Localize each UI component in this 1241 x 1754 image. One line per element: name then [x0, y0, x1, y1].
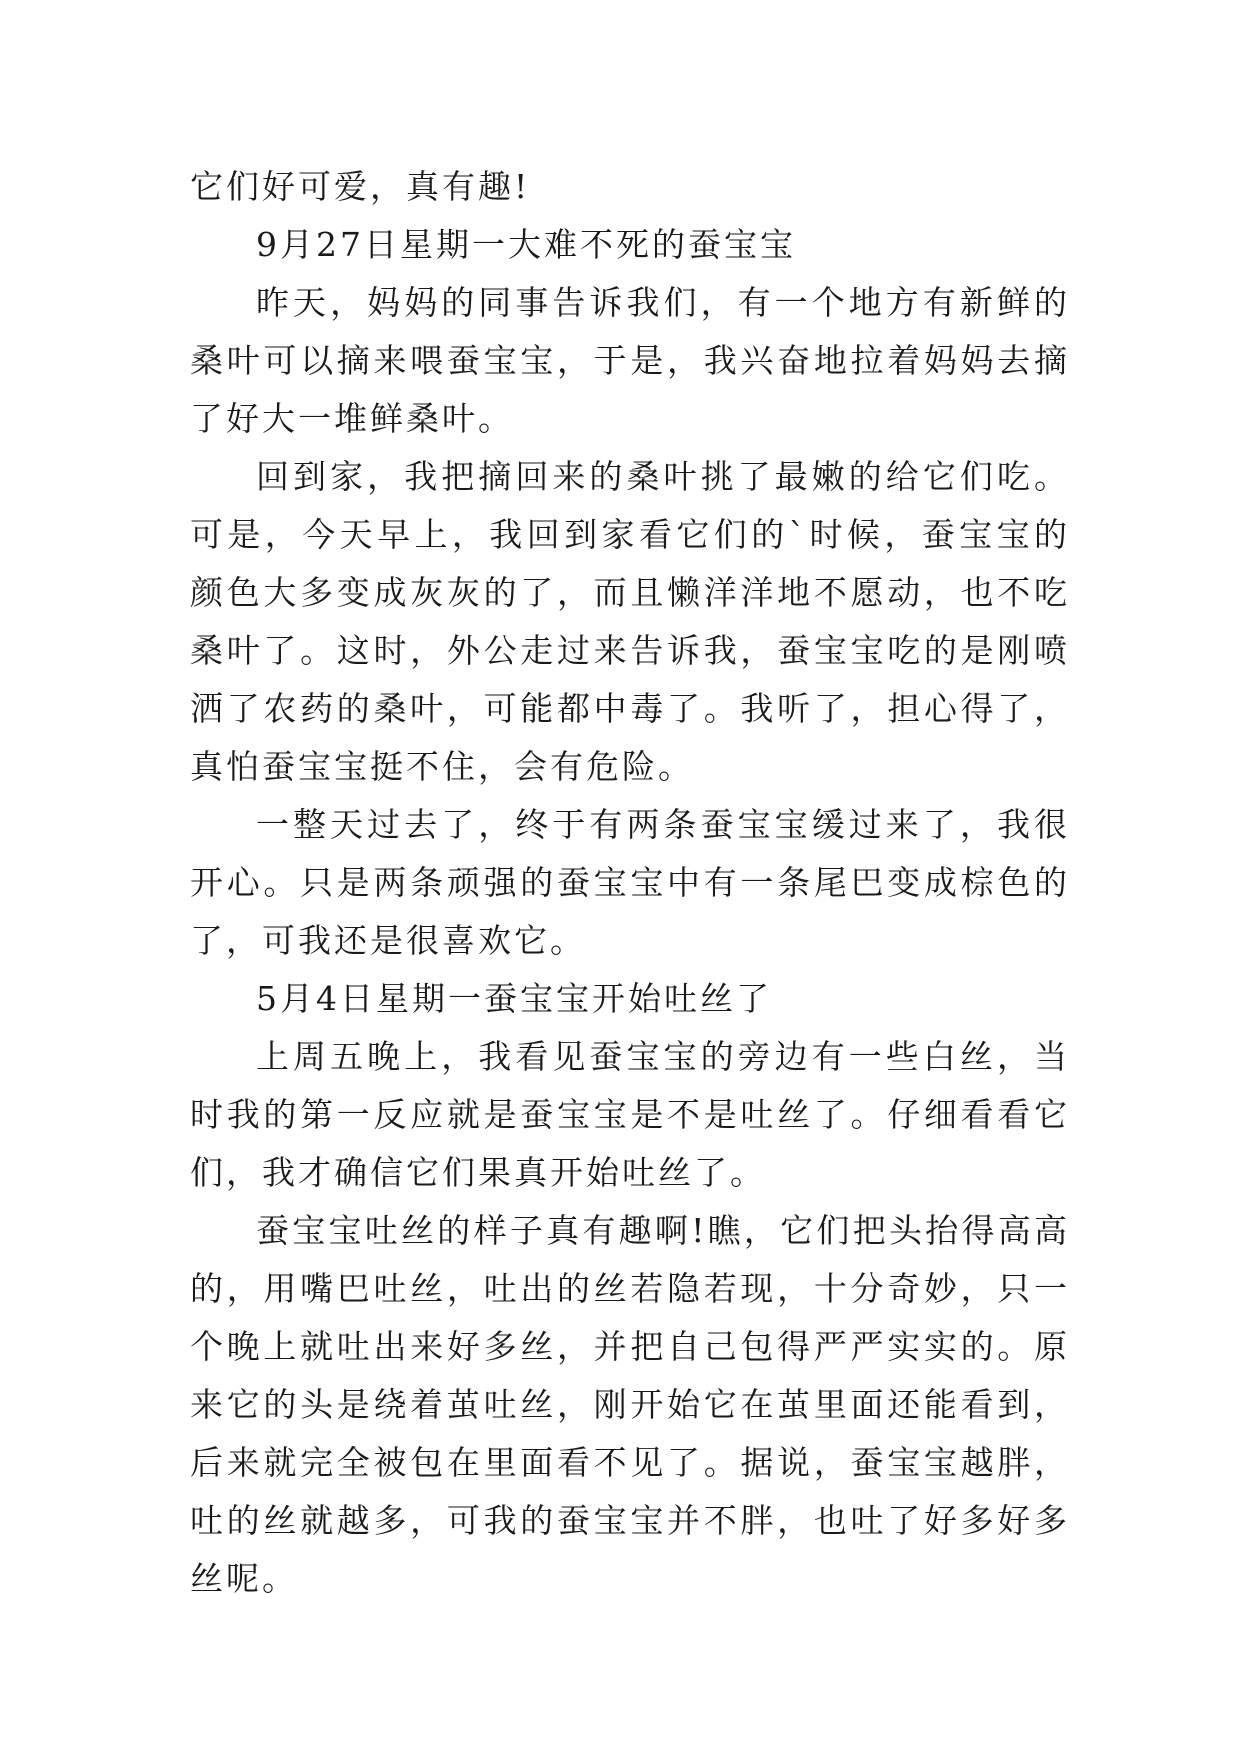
paragraph-recovery: 一整天过去了，终于有两条蚕宝宝缓过来了，我很开心。只是两条顽强的蚕宝宝中有一条尾巴变成棕色的了，可我还是很喜欢它。: [190, 805, 1070, 960]
paragraph-spinning-silk: 蚕宝宝吐丝的样子真有趣啊!瞧，它们把头抬得高高的，用嘴巴吐丝，吐出的丝若隐若现，十分奇妙，只一个晚上就吐出来好多丝，并把自己包得严严实实的。原来它的头是绕着茧吐丝，刚开始它在茧里面还能看到，后来就完全被包在里面看不见了。据说，蚕宝宝越胖，吐的丝就越多，可我的蚕宝宝并不胖，也吐了好多好多丝呢。: [190, 1211, 1070, 1598]
paragraph-mulberry-leaves: 昨天，妈妈的同事告诉我们，有一个地方有新鲜的桑叶可以摘来喂蚕宝宝，于是，我兴奋地拉着妈妈去摘了好大一堆鲜桑叶。: [190, 283, 1070, 438]
paragraph-pesticide: 回到家，我把摘回来的桑叶挑了最嫩的给它们吃。可是，今天早上，我回到家看它们的`时候，蚕宝宝的颜色大多变成灰灰的了，而且懒洋洋地不愿动，也不吃桑叶了。这时，外公走过来告诉我，蚕宝宝吃的是刚喷洒了农药的桑叶，可能都中毒了。我听了，担心得了，真怕蚕宝宝挺不住，会有危险。: [190, 457, 1070, 786]
document-body: [190, 158, 1070, 1608]
paragraph-intro-closing: 它们好可爱，真有趣!: [190, 167, 531, 206]
diary-heading-may-4: 5月4日星期一蚕宝宝开始吐丝了: [256, 979, 772, 1018]
paragraph-white-silk: 上周五晚上，我看见蚕宝宝的旁边有一些白丝，当时我的第一反应就是蚕宝宝是不是吐丝了。仔细看看它们，我才确信它们果真开始吐丝了。: [190, 1037, 1070, 1192]
diary-heading-sept-27: 9月27日星期一大难不死的蚕宝宝: [256, 225, 796, 264]
